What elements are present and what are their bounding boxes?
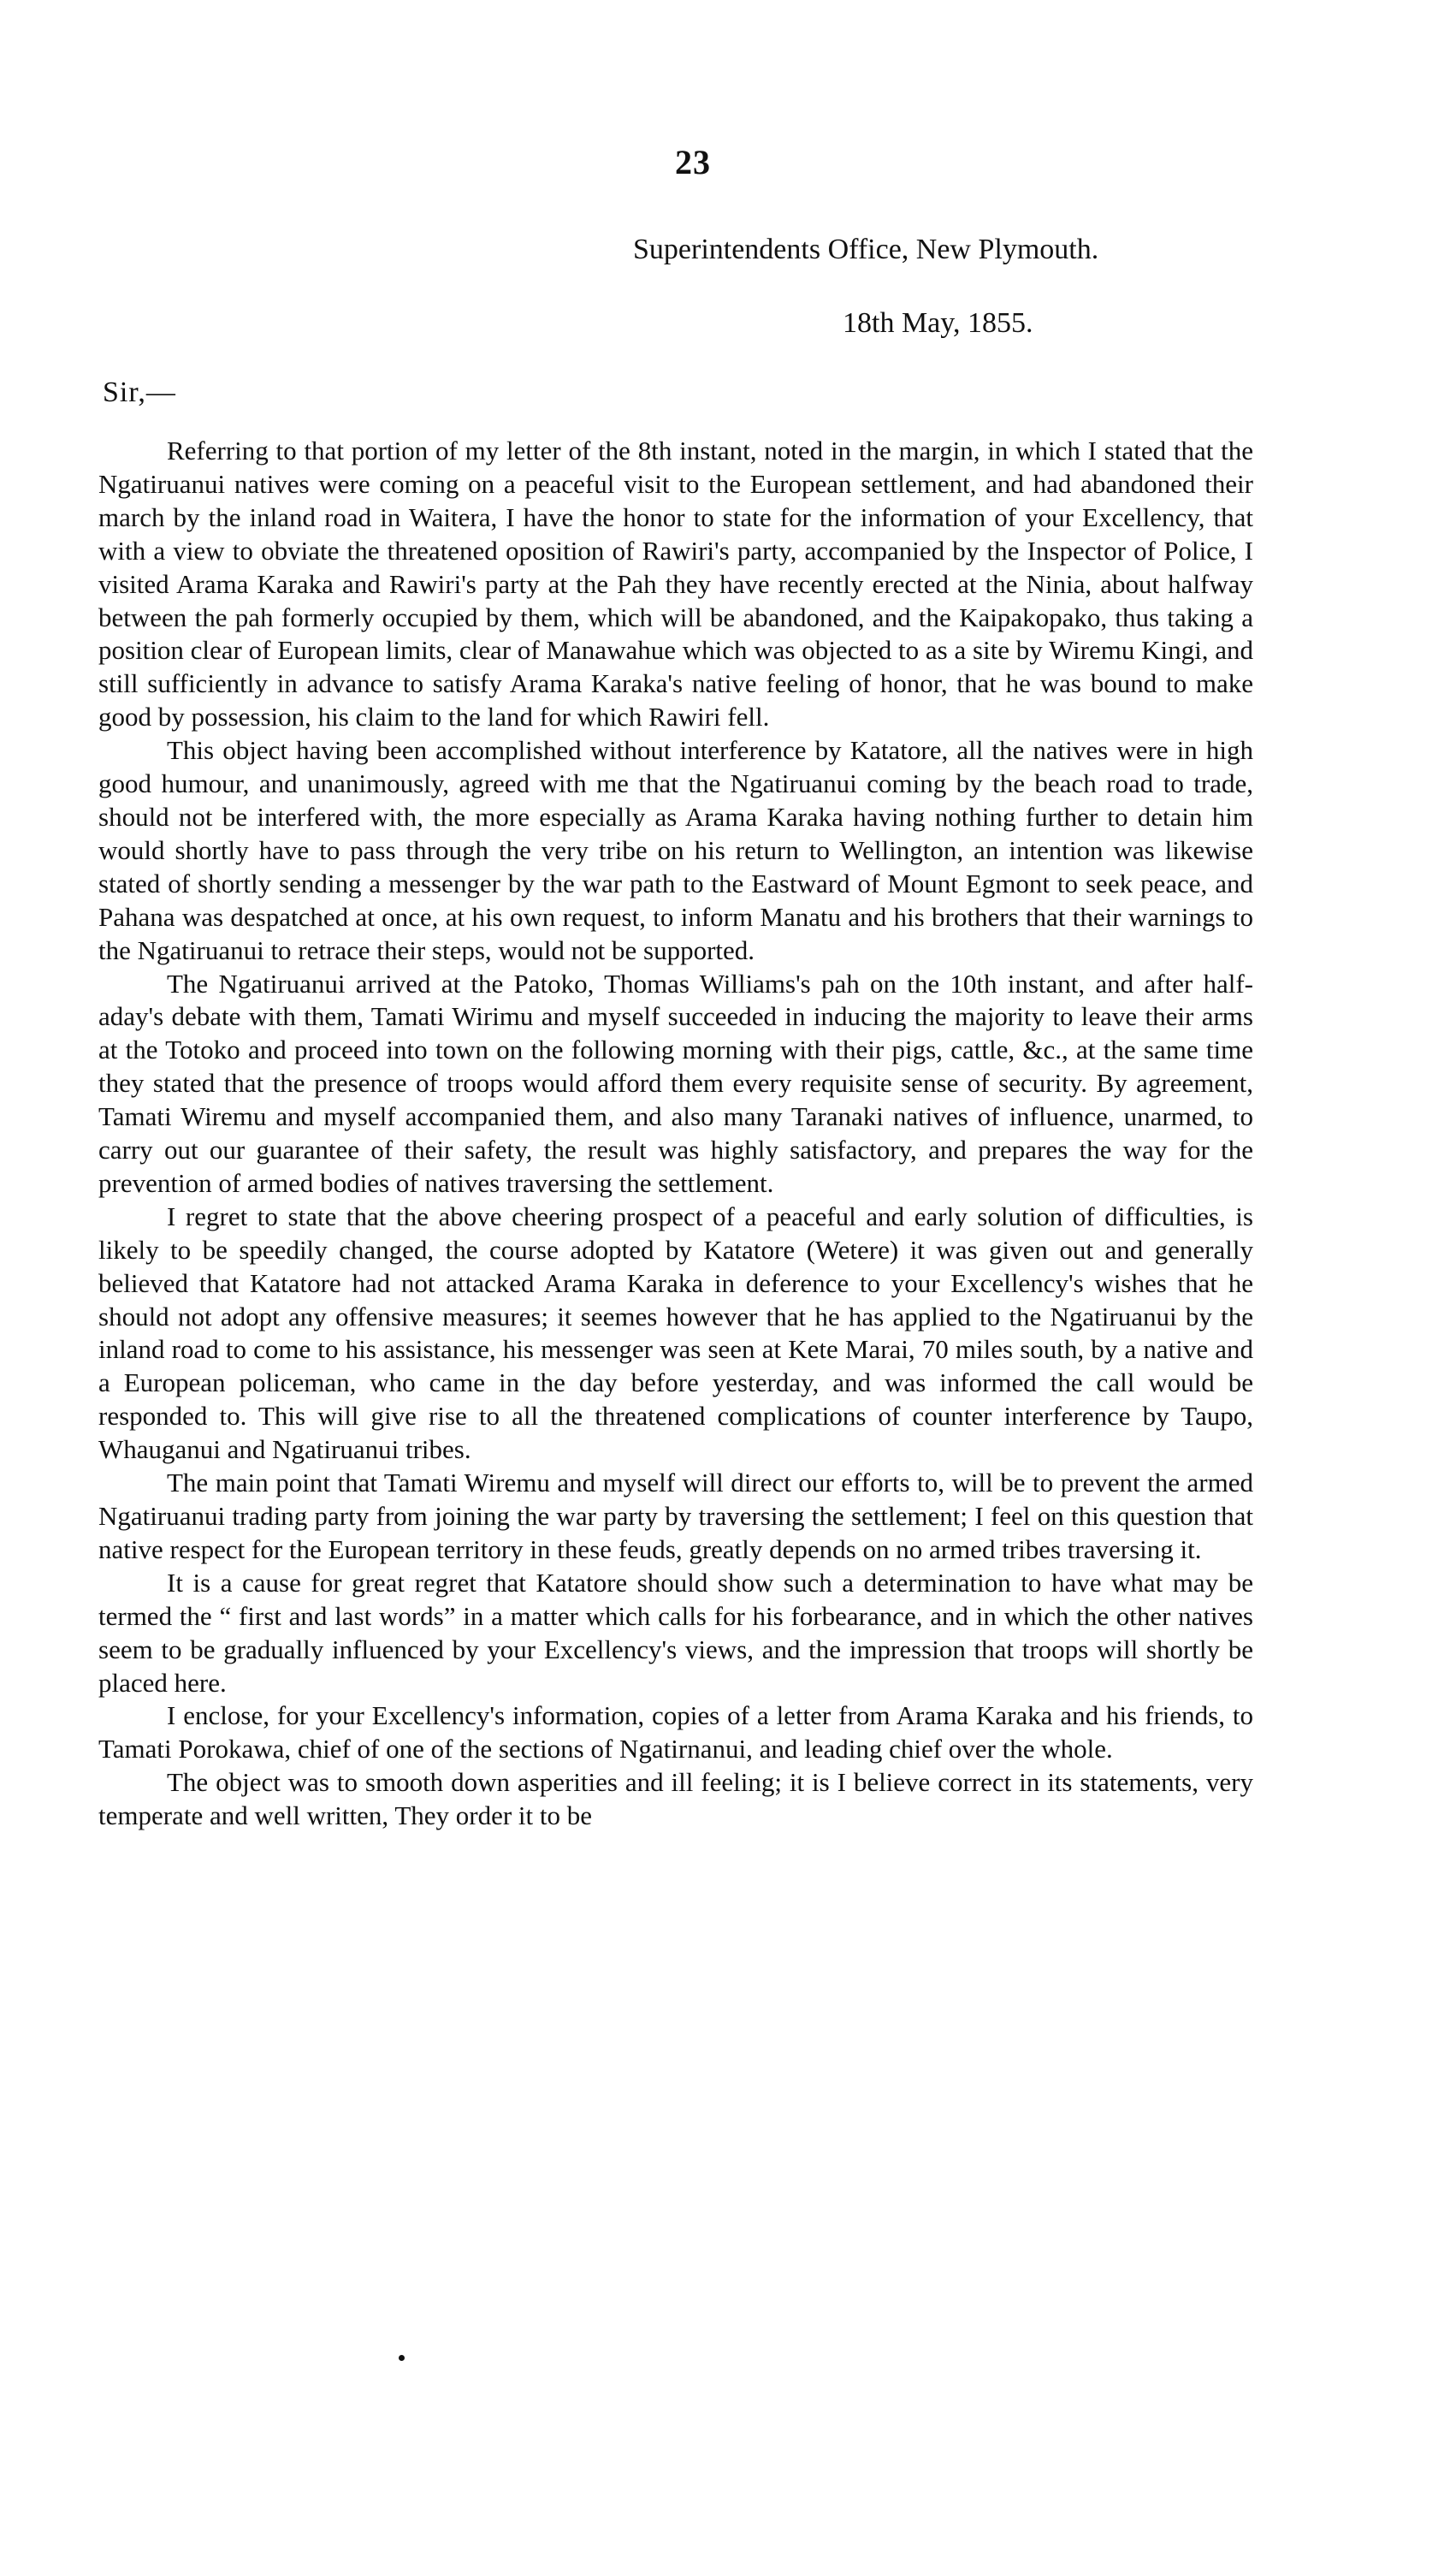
paragraph: I enclose, for your Excellency's information, copies of a letter from Arama Karaka and his friends, to Tamati Porokawa, chief of one of the sections of Ngatirnanui, and leading chief over the whole. xyxy=(98,1700,1253,1764)
letter-body xyxy=(98,435,1253,1833)
paragraph: The object was to smooth down asperities and ill feeling; it is I believe correct in its statements, very temperate and well written, They order it to be xyxy=(98,1767,1253,1831)
paragraph: I regret to state that the above cheering prospect of a peaceful and early solution of difficulties, is likely to be speedily changed, the course adopted by Katatore (Wetere) it was given out and generally believed that Katatore had not attacked Arama Karaka in deference to your Excellency's wishes that he should not adopt any offensive measures; it seemes however that he has applied to the Ngatiruanui by the inland road to come to his assistance, his messenger was seen at Kete Marai, 70 miles south, by a native and a European policeman, who came in the day before yesterday, and was informed the call would be responded to. This will give rise to all the threatened complications of counter interference by Taupo, Whauganui and Ngatiruanui tribes. xyxy=(98,1201,1253,1465)
paragraph: It is a cause for great regret that Katatore should show such a determination to have what may be termed the “ first and last words” in a matter which calls for his forbearance, and in which the other natives seem to be gradually influenced by your Excellency's views, and the impression that troops will shortly be placed here. xyxy=(98,1567,1253,1698)
paragraph: The main point that Tamati Wiremu and myself will direct our efforts to, will be to prevent the armed Ngatiruanui trading party from joining the war party by traversing the settlement; I feel on this question that native respect for the European territory in these feuds, greatly depends on no armed tribes traversing it. xyxy=(98,1468,1253,1564)
paragraph: This object having been accomplished without interference by Katatore, all the natives were in high good humour, and unanimously, agreed with me that the Ngatiruanui coming by the beach road to trade, should not be interfered with, the more especially as Arama Karaka having nothing further to detain him would shortly have to pass through the very tribe on his return to Wellington, an intention was likewise stated of shortly sending a messenger by the war path to the Eastward of Mount Egmont to seek peace, and Pahana was despatched at once, at his own request, to inform Manatu and his brothers that their warnings to the Ngatiruanui to retrace their steps, would not be supported. xyxy=(98,735,1253,965)
salutation: Sir,— xyxy=(103,377,176,408)
dateline xyxy=(633,233,1249,341)
ink-mark xyxy=(399,2355,405,2361)
office-address: Superintendents Office, New Plymouth. xyxy=(633,234,1099,265)
paragraph: The Ngatiruanui arrived at the Patoko, Thomas Williams's pah on the 10th instant, and after half-aday's debate with them, Tamati Wirimu and myself succeeded in inducing the majority to leave their arms at the Totoko and proceed into town on the following morning with their pigs, cattle, &c., at the same time they stated that the presence of troops would afford them every requisite sense of security. By agreement, Tamati Wiremu and myself accompanied them, and also many Taranaki natives of influence, unarmed, to carry out our guarantee of their safety, the result was highly satisfactory, and prepares the way for the prevention of armed bodies of natives traversing the settlement. xyxy=(98,968,1253,1198)
letter-date: 18th May, 1855. xyxy=(843,306,1033,339)
page-number: 23 xyxy=(675,143,711,181)
paragraph: Referring to that portion of my letter of the 8th instant, noted in the margin, in which I stated that the Ngatiruanui natives were coming on a peaceful visit to the European settlement, and had abandoned their march by the inland road in Waitera, I have the honor to state for the information of your Excellency, that with a view to obviate the threatened oposition of Rawiri's party, accompanied by the Inspector of Police, I visited Arama Karaka and Rawiri's party at the Pah they have recently erected at the Ninia, about halfway between the pah formerly occupied by them, which will be abandoned, and the Kaipakopako, thus taking a position clear of European limits, clear of Manawahue which was objected to as a site by Wiremu Kingi, and still sufficiently in advance to satisfy Arama Karaka's native feeling of honor, that he was bound to make good by possession, his claim to the land for which Rawiri fell. xyxy=(98,436,1253,732)
